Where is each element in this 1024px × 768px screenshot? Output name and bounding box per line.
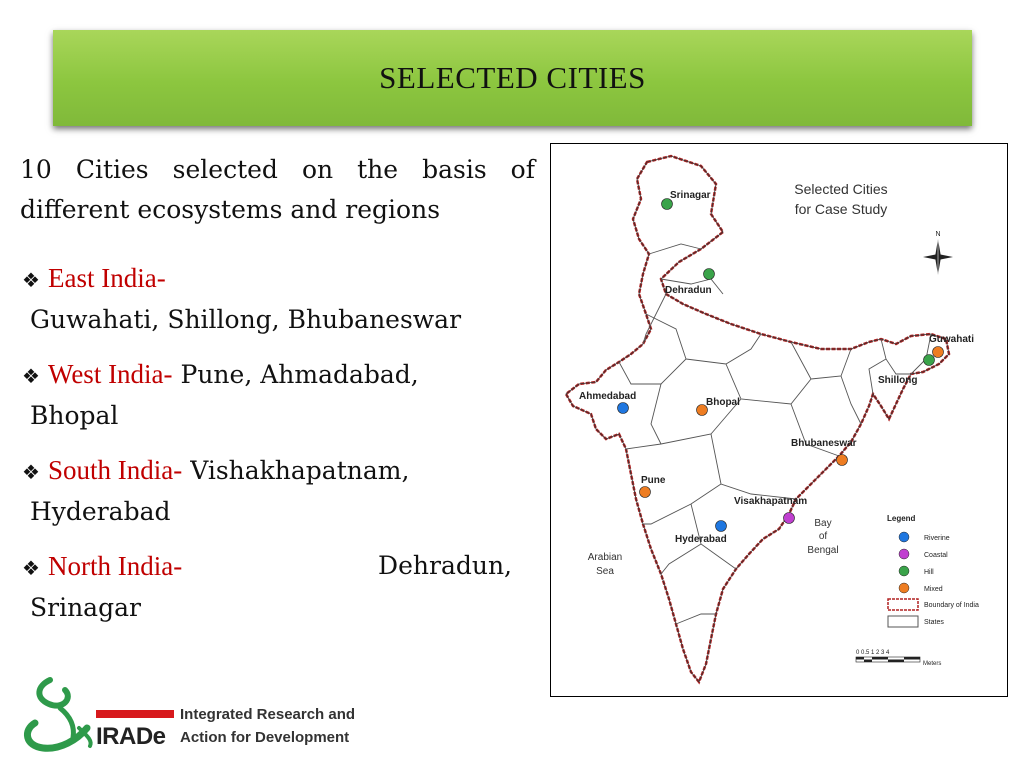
marker-ahmedabad bbox=[618, 403, 629, 414]
marker-guwahati bbox=[933, 347, 944, 358]
region-cities-cont: Hyderabad bbox=[30, 497, 171, 526]
svg-text:Coastal: Coastal bbox=[924, 552, 948, 559]
city-label-srinagar: Srinagar bbox=[670, 190, 711, 201]
bay-label-3: Bengal bbox=[807, 545, 839, 556]
bay-label-2: of bbox=[818, 531, 828, 542]
scale-bar bbox=[856, 650, 941, 667]
page-title: SELECTED CITIES bbox=[379, 60, 646, 95]
region-label: East India- bbox=[48, 263, 166, 293]
map-title-line2: for Case Study bbox=[794, 201, 888, 217]
logo-tagline-line2: Action for Development bbox=[180, 729, 350, 746]
city-label-shillong: Shillong bbox=[878, 375, 918, 386]
region-cities: Pune, Ahmadabad, bbox=[180, 360, 419, 389]
region-cities: Vishakhapatnam, bbox=[190, 456, 410, 485]
region-list bbox=[22, 258, 512, 642]
city-label-dehradun: Dehradun bbox=[665, 285, 712, 296]
svg-text:0 0.5 1 2 3 4: 0 0.5 1 2 3 4 bbox=[856, 650, 890, 656]
region-bullet-east bbox=[22, 258, 512, 340]
region-bullet-south bbox=[22, 450, 512, 532]
city-label-guwahati: Guwahati bbox=[929, 334, 975, 345]
map-legend bbox=[887, 514, 979, 627]
region-cities-cont: Bhopal bbox=[30, 401, 119, 430]
marker-pune bbox=[640, 487, 651, 498]
north-arrow-icon bbox=[923, 231, 953, 275]
region-bullet-west bbox=[22, 354, 512, 436]
marker-bhubaneswar bbox=[837, 455, 848, 466]
region-label: South India- bbox=[48, 455, 183, 485]
arabian-sea-label-2: Sea bbox=[596, 566, 614, 577]
logo-wordmark: IRADe bbox=[96, 723, 166, 750]
diamond-bullet-icon: ❖ bbox=[22, 460, 40, 484]
region-label: North India- bbox=[48, 551, 183, 581]
logo-red-bar bbox=[96, 710, 174, 718]
city-label-pune: Pune bbox=[641, 475, 666, 486]
svg-text:Riverine: Riverine bbox=[924, 535, 950, 542]
region-bullet-north bbox=[22, 546, 512, 628]
bay-label-1: Bay bbox=[814, 518, 832, 529]
city-label-bhubaneswar: Bhubaneswar bbox=[791, 438, 857, 449]
svg-text:Boundary of India: Boundary of India bbox=[924, 602, 979, 609]
region-cities-cont: Srinagar bbox=[30, 593, 141, 622]
svg-text:Meters: Meters bbox=[923, 661, 942, 667]
india-map bbox=[550, 143, 1008, 697]
diamond-bullet-icon: ❖ bbox=[22, 364, 40, 388]
city-label-ahmedabad: Ahmedabad bbox=[579, 391, 637, 402]
city-label-visakhapatnam: Visakhapatnam bbox=[734, 496, 808, 507]
logo-tagline-line1: Integrated Research and bbox=[180, 706, 356, 723]
india-boundary bbox=[566, 156, 949, 682]
region-cities: Dehradun, bbox=[378, 551, 512, 580]
title-banner bbox=[53, 30, 972, 126]
city-label-bhopal: Bhopal bbox=[706, 397, 740, 408]
svg-text:Mixed: Mixed bbox=[924, 586, 943, 593]
marker-hyderabad bbox=[716, 521, 727, 532]
map-title-line1: Selected Cities bbox=[794, 181, 888, 197]
diamond-bullet-icon: ❖ bbox=[22, 556, 40, 580]
region-label: West India- bbox=[48, 359, 173, 389]
marker-dehradun bbox=[704, 269, 715, 280]
region-cities: Guwahati, Shillong, Bhubaneswar bbox=[30, 305, 462, 334]
svg-text:Hill: Hill bbox=[924, 569, 934, 576]
diamond-bullet-icon: ❖ bbox=[22, 268, 40, 292]
marker-visakhapatnam bbox=[784, 513, 795, 524]
svg-text:States: States bbox=[924, 619, 944, 626]
marker-shillong bbox=[924, 355, 935, 366]
svg-text:Legend: Legend bbox=[887, 514, 916, 523]
city-label-hyderabad: Hyderabad bbox=[675, 534, 727, 545]
svg-text:N: N bbox=[935, 231, 941, 238]
arabian-sea-label-1: Arabian bbox=[587, 552, 623, 563]
intro-text: 10 Cities selected on the basis of different ecosystems and regions bbox=[20, 155, 535, 224]
